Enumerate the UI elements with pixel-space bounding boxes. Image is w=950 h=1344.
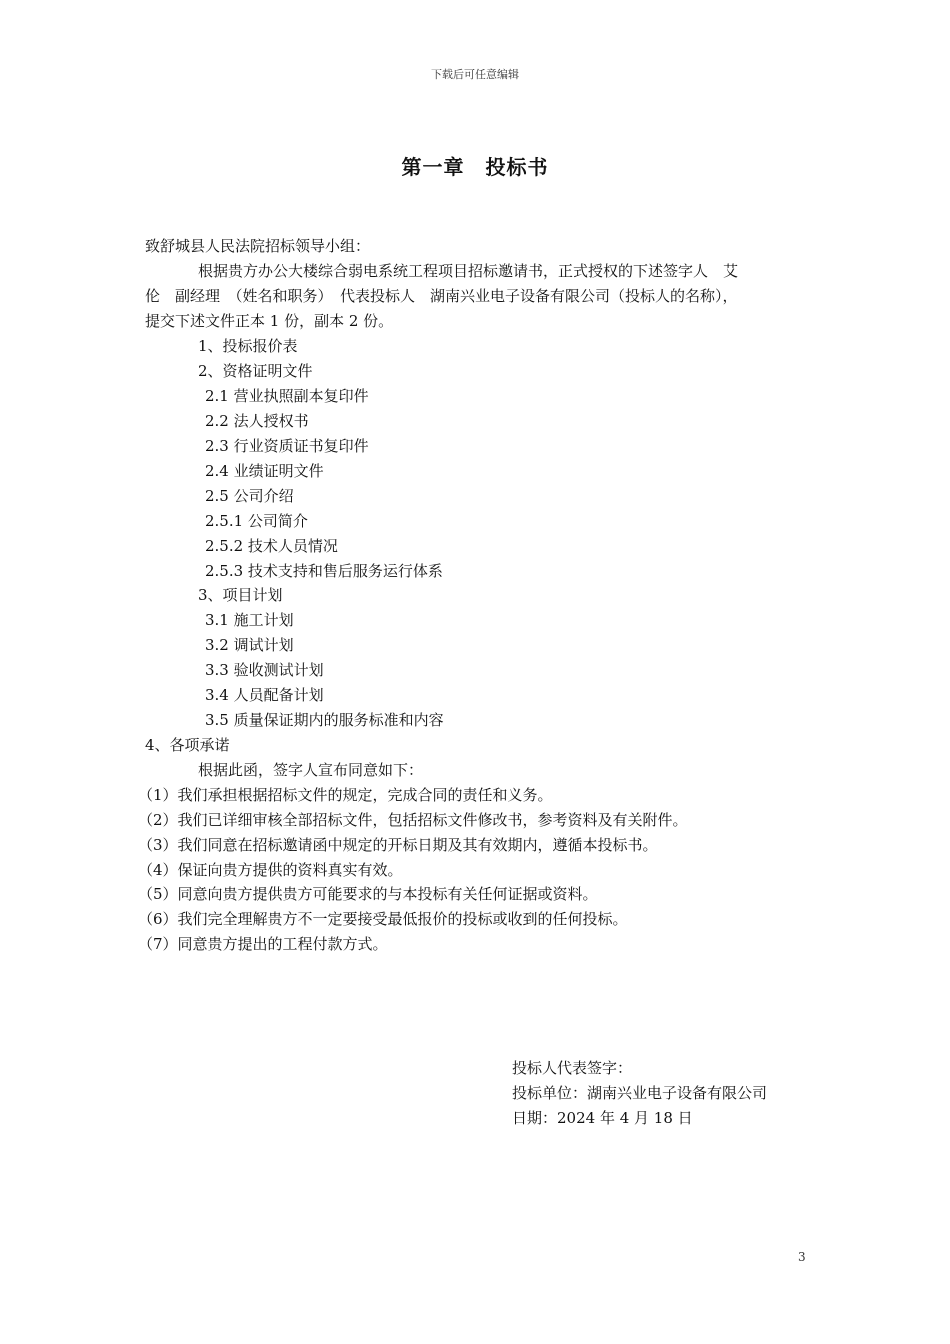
contents-item-3-4: 3.4 人员配备计划 bbox=[205, 686, 324, 704]
chapter-title: 第一章 投标书 bbox=[401, 155, 549, 179]
contents-item-2-5-3: 2.5.3 技术支持和售后服务运行体系 bbox=[205, 562, 443, 580]
commitment-item-5: （5）同意向贵方提供贵方可能要求的与本投标有关任何证据或资料。 bbox=[138, 885, 598, 903]
contents-item-3-1: 3.1 施工计划 bbox=[205, 611, 294, 629]
contents-item-1: 1、投标报价表 bbox=[198, 337, 298, 355]
contents-item-2-5-1: 2.5.1 公司简介 bbox=[205, 512, 308, 530]
contents-item-3-3: 3.3 验收测试计划 bbox=[205, 661, 324, 679]
contents-item-3-2: 3.2 调试计划 bbox=[205, 636, 294, 654]
intro-line-1: 根据贵方办公大楼综合弱电系统工程项目招标邀请书，正式授权的下述签字人 艾 bbox=[198, 262, 739, 280]
salutation: 致舒城县人民法院招标领导小组： bbox=[145, 237, 371, 255]
commitments-heading: 4、各项承诺 bbox=[145, 736, 230, 754]
commitment-item-7: （7）同意贵方提出的工程付款方式。 bbox=[138, 935, 388, 953]
commitment-item-4: （4）保证向贵方提供的资料真实有效。 bbox=[138, 861, 403, 879]
contents-item-3: 3、项目计划 bbox=[198, 586, 283, 604]
commitment-item-1: （1）我们承担根据招标文件的规定，完成合同的责任和义务。 bbox=[138, 786, 553, 804]
intro-line-3: 提交下述文件正本 1 份，副本 2 份。 bbox=[145, 312, 394, 330]
contents-item-2-3: 2.3 行业资质证书复印件 bbox=[205, 437, 369, 455]
contents-item-2-4: 2.4 业绩证明文件 bbox=[205, 462, 324, 480]
page-number: 3 bbox=[798, 1250, 806, 1264]
contents-item-2-5: 2.5 公司介绍 bbox=[205, 487, 294, 505]
signature-representative: 投标人代表签字： bbox=[512, 1059, 633, 1077]
intro-line-2: 伦 副经理 （姓名和职务） 代表投标人 湖南兴业电子设备有限公司（投标人的名称）， bbox=[145, 287, 738, 305]
commitments-intro: 根据此函，签字人宣布同意如下： bbox=[198, 761, 424, 779]
contents-item-3-5: 3.5 质量保证期内的服务标准和内容 bbox=[205, 711, 444, 729]
commitment-item-6: （6）我们完全理解贵方不一定要接受最低报价的投标或收到的任何投标。 bbox=[138, 910, 628, 928]
contents-item-2: 2、资格证明文件 bbox=[198, 362, 313, 380]
contents-item-2-1: 2.1 营业执照副本复印件 bbox=[205, 387, 369, 405]
commitment-item-2: （2）我们已详细审核全部招标文件，包括招标文件修改书，参考资料及有关附件。 bbox=[138, 811, 688, 829]
signature-date: 日期：2024 年 4 月 18 日 bbox=[512, 1109, 693, 1127]
contents-item-2-2: 2.2 法人授权书 bbox=[205, 412, 309, 430]
header-note: 下载后可任意编辑 bbox=[431, 68, 519, 81]
contents-item-2-5-2: 2.5.2 技术人员情况 bbox=[205, 537, 338, 555]
commitment-item-3: （3）我们同意在招标邀请函中规定的开标日期及其有效期内，遵循本投标书。 bbox=[138, 836, 658, 854]
signature-company: 投标单位：湖南兴业电子设备有限公司 bbox=[512, 1084, 768, 1102]
